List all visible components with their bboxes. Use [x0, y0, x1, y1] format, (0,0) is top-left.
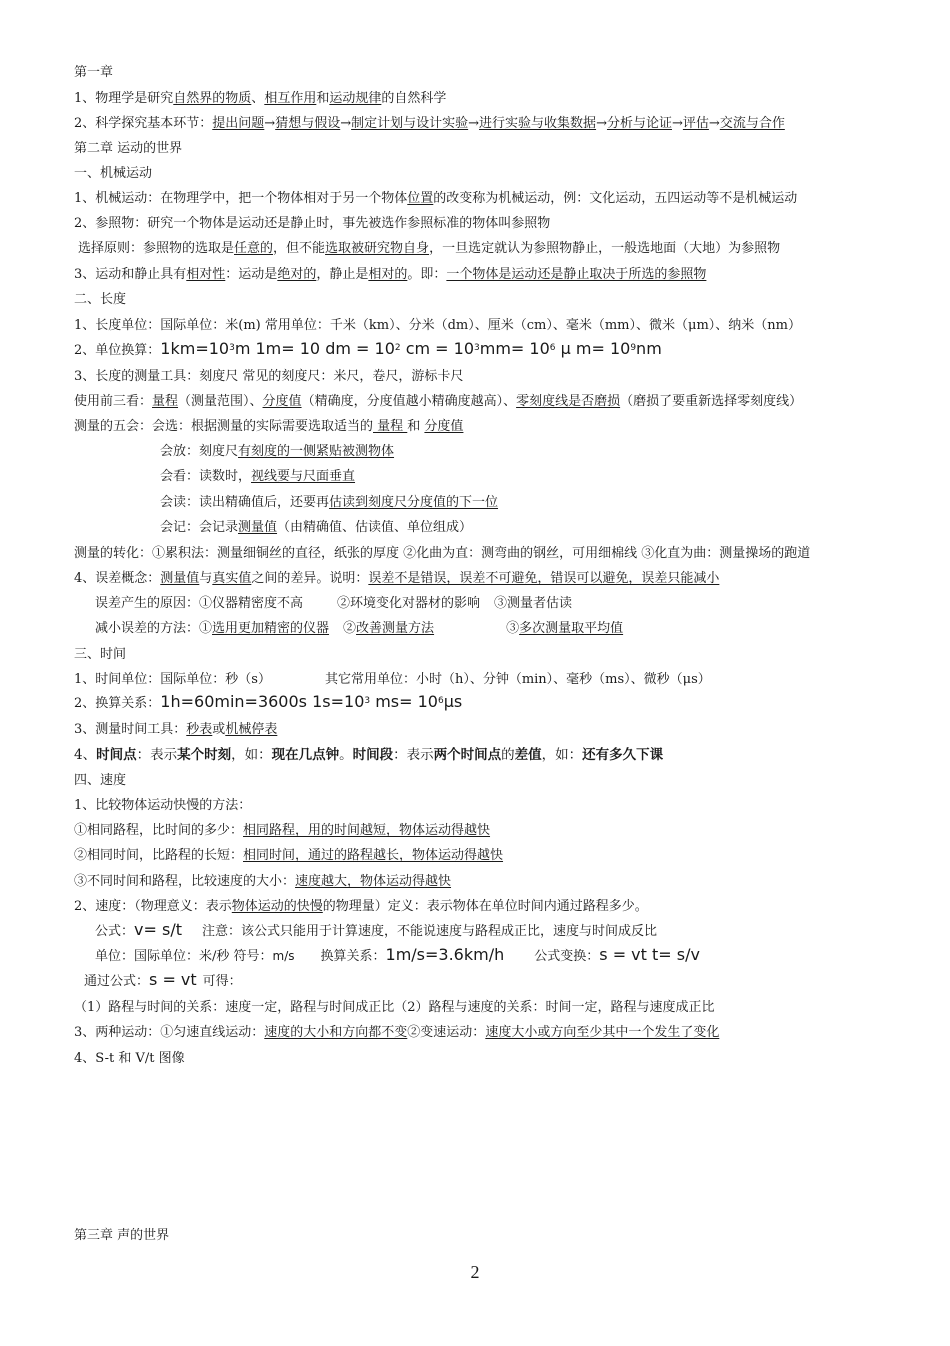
five-skills-select: 测量的五会：会选：根据测量的实际需要选取适当的 量程 和 分度值	[74, 419, 464, 434]
two-motions: 3、两种运动：①匀速直线运动：速度的大小和方向都不变②变速运动：速度大小或方向至少其中一个发生了变化	[74, 1025, 720, 1040]
chapter-2-title: 第二章 运动的世界	[74, 141, 183, 156]
mechanical-motion-definition: 1、机械运动：在物理学中，把一个物体相对于另一个物体位置的改变称为机械运动，例：文化运动，五四运动等不是机械运动	[74, 191, 798, 206]
time-units: 1、时间单位：国际单位：秒（s） 其它常用单位：小时（h）、分钟（min）、毫秒（ms）、微秒（μs）	[74, 672, 711, 687]
error-causes: 误差产生的原因：①仪器精密度不高 ②环境变化对器材的影响 ③测量者估读	[95, 596, 573, 611]
error-concept: 4、误差概念：测量值与真实值之间的差异。说明：误差不是错误，误差不可避免，错误可以避免，误差只能减小	[74, 571, 720, 586]
section-speed: 四、速度	[74, 773, 127, 788]
speed-compare-2: ②相同时间，比路程的长短：相同时间，通过的路程越长，物体运动得越快	[74, 848, 504, 863]
selection-principle: 选择原则：参照物的选取是任意的，但不能选取被研究物自身，一旦选定就认为参照物静止，一般选地面（大地）为参照物	[78, 241, 781, 256]
speed-units: 单位：国际单位：米/秒 符号：m/s 换算关系：1m/s=3.6km/h 公式变换：s = vt t= s/v	[95, 945, 700, 964]
time-tools: 3、测量时间工具：秒表或机械停表	[74, 722, 278, 737]
st-vt-graphs: 4、S-t 和 V/t 图像	[74, 1051, 185, 1066]
time-point-interval: 4、时间点：表示某个时刻，如：现在几点钟。时间段：表示两个时间点的差值，如：还有多久下课	[74, 747, 664, 763]
five-skills-look: 会看：读数时，视线要与尺面垂直	[160, 469, 356, 484]
five-skills-place: 会放：刻度尺有刻度的一侧紧贴被测物体	[160, 444, 395, 459]
section-mechanical-motion: 一、机械运动	[74, 166, 153, 181]
measurement-conversion: 测量的转化：①累积法：测量细铜丝的直径，纸张的厚度 ②化曲为直：测弯曲的钢丝，可用细棉线 ③化直为曲：测量操场的跑道	[74, 546, 811, 561]
three-checks: 使用前三看：量程（测量范围）、分度值（精确度，分度值越小精确度越高）、零刻度线是否磨损（磨损了要重新选择零刻度线）	[74, 394, 803, 409]
five-skills-read: 会读：读出精确值后，还要再估读到刻度尺分度值的下一位	[160, 495, 499, 510]
time-conversion: 2、换算关系：1h=60min=3600s $1s=10^3$ $ms= 10^6\mu s$	[74, 692, 463, 711]
page-number: 2	[470, 1262, 480, 1282]
length-tools: 3、长度的测量工具：刻度尺 常见的刻度尺：米尺，卷尺，游标卡尺	[74, 369, 464, 384]
length-conversion: 2、单位换算：$1km=10^3m$ 1m= 10 dm = $10^2$ cm = $10^3mm= 10^6$ μ $m= 10^9nm$	[74, 339, 662, 358]
relativity-line: 3、运动和静止具有相对性：运动是绝对的，静止是相对的。即：一个物体是运动还是静止取决于所选的参照物	[74, 267, 707, 282]
speed-compare-3: ③不同时间和路程，比较速度的大小：速度越大，物体运动得越快	[74, 874, 452, 889]
five-skills-record: 会记：会记录测量值（由精确值、估读值、单位组成）	[160, 520, 473, 535]
ch1-line-1: 1、物理学是研究自然界的物质、相互作用和运动规律的自然科学	[74, 91, 447, 106]
speed-definition: 2、速度：（物理意义：表示物体运动的快慢的物理量）定义：表示物体在单位时间内通过路程多少。	[74, 899, 648, 914]
speed-compare-title: 1、比较物体运动快慢的方法：	[74, 798, 252, 813]
speed-formula: 公式：v= s/t 注意：该公式只能用于计算速度，不能说速度与路程成正比，速度与时间成反比	[95, 920, 657, 939]
section-time: 三、时间	[74, 647, 127, 662]
error-reduction: 减小误差的方法：①选用更加精密的仪器 ②改善测量方法 ③多次测量取平均值	[95, 621, 624, 636]
ch1-line-2: 2、科学探究基本环节：提出问题→猜想与假设→制定计划与设计实验→进行实验与收集数据→分析与论证→评估→交流与合作	[74, 116, 785, 131]
section-length: 二、长度	[74, 292, 127, 307]
formula-derivation: 通过公式：s = vt 可得：	[84, 970, 242, 989]
speed-compare-1: ①相同路程，比时间的多少：相同路程，用的时间越短，物体运动得越快	[74, 823, 491, 838]
proportional-relations: （1）路程与时间的关系：速度一定，路程与时间成正比（2）路程与速度的关系：时间一定，路程与速度成正比	[74, 1000, 715, 1015]
reference-object-definition: 2、参照物：研究一个物体是运动还是静止时，事先被选作参照标准的物体叫参照物	[74, 216, 551, 231]
chapter-3-title: 第三章 声的世界	[74, 1228, 170, 1243]
length-units: 1、长度单位：国际单位：米(m) 常用单位：千米（km）、分米（dm）、厘米（cm）、毫米（mm）、微米（μm）、纳米（nm）	[74, 318, 801, 333]
chapter-1-title: 第一章	[74, 65, 114, 80]
